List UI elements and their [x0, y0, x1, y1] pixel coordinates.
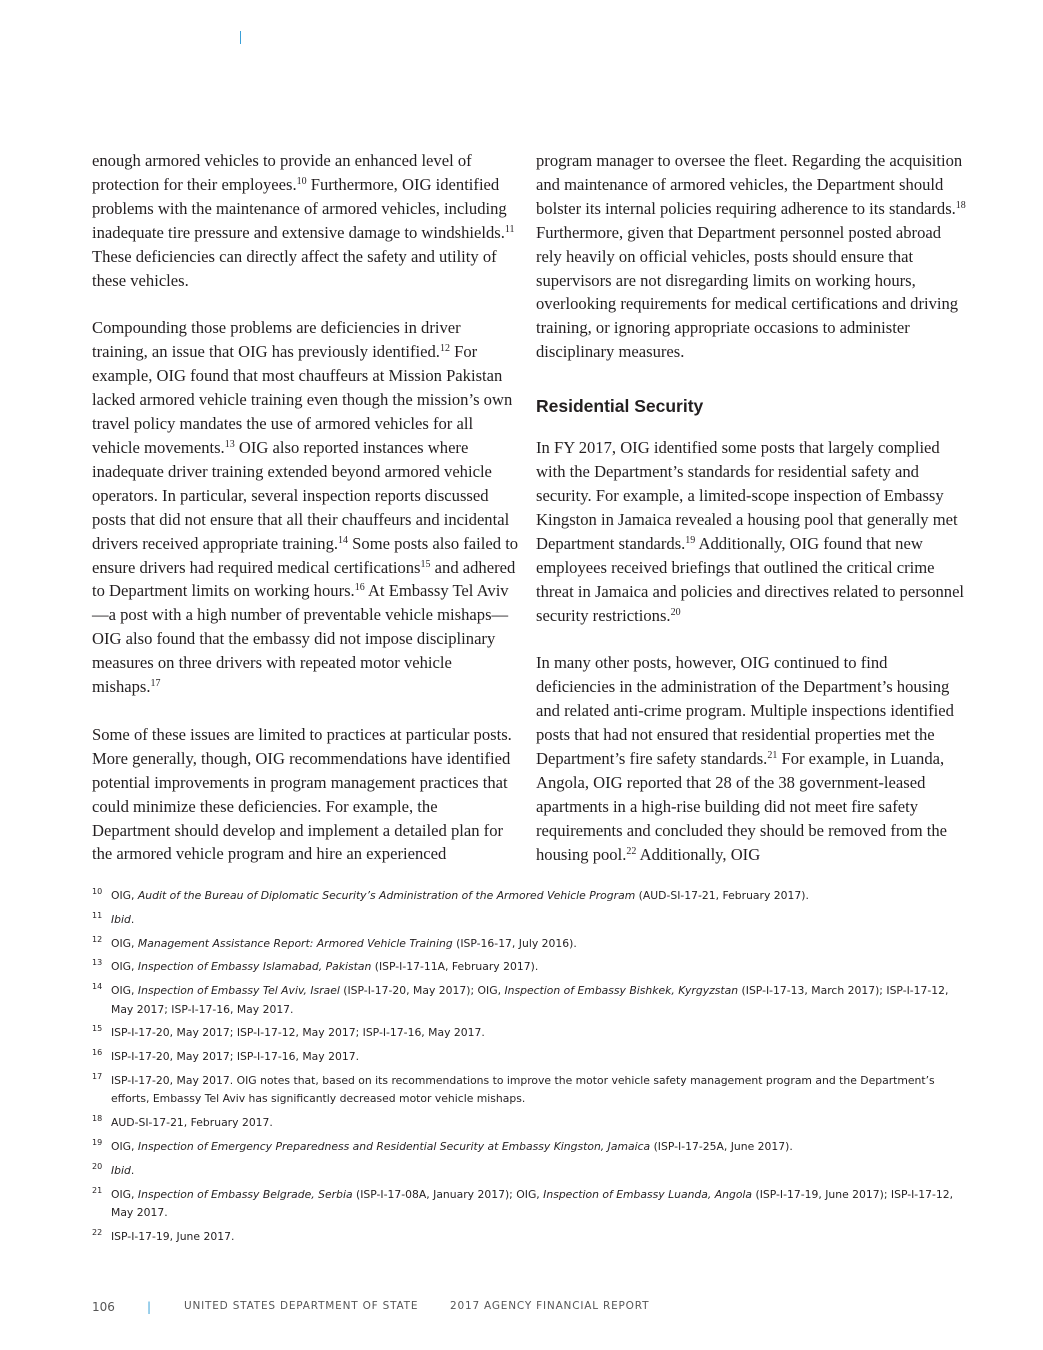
- footnotes: [92, 887, 972, 1252]
- header-accent-tick: [240, 31, 241, 44]
- footnote-ref[interactable]: 14: [338, 534, 349, 546]
- left-paragraph-2: Compounding those problems are deficiencies in driver training, an issue that OIG has previously identified.$^{12}$ For example, OIG found that most chauffeurs at Mission Pakistan lacked armored vehicle training even though the mission’s own travel policy mandates the use of armored vehicles for all vehicle movements.$^{13}$ OIG also reported instances where inadequate driver training extended beyond armored vehicle operators. In particular, several inspection reports discussed posts that did not ensure that all their chauffeurs and incidental drivers received appropriate training.$^{14}$ Some posts also failed to ensure drivers had required medical certifications$^{15}$ and adhered to Department limits on working hours.$^{16}$ At Embassy Tel Aviv—a post with a high number of preventable vehicle mishaps—OIG also found that the embassy did not impose disciplinary measures on three drivers with repeated motor vehicle mishaps.$^{17}$: [92, 318, 519, 697]
- left-paragraph-3: Some of these issues are limited to practices at particular posts. More generally, though, OIG recommendations have identified potential improvements in program management practices that could minimize these deficiencies. For example, the Department should develop and implement a detailed plan for the armored vehicle program and hire an experienced: [92, 724, 512, 864]
- left-paragraph-1: enough armored vehicles to provide an enhanced level of protection for their employees.$^{10}$ Furthermore, OIG identified problems with the maintenance of armored vehicles, including inadequate tire pressure and extensive damage to windshields.$^{11}$ These deficiencies can directly affect the safety and utility of these vehicles.: [92, 151, 515, 290]
- right-paragraph-3: In many other posts, however, OIG continued to find deficiencies in the administration of the Department’s housing and related anti-crime program. Multiple inspections identified posts that had not ensured that residential properties met the Department’s fire safety standards.$^{21}$ For example, in Luanda, Angola, OIG reported that 28 of the 38 government-leased apartments in a high-rise building did not meet fire safety requirements and concluded they should be removed from the housing pool.$^{22}$ Additionally, OIG: [536, 653, 954, 864]
- footnote: 20 Ibid.: [92, 1161, 135, 1177]
- footnote-ref[interactable]: 22: [626, 845, 637, 857]
- footnote-ref[interactable]: 16: [354, 582, 365, 594]
- footnote: 12 OIG, Management Assistance Report: Armored Vehicle Training (ISP-16-17, July 2016).: [92, 934, 577, 950]
- section-heading: Residential Security: [536, 396, 704, 417]
- right-column: [536, 149, 966, 867]
- footer-separator: |: [147, 1300, 152, 1314]
- page-number: 106: [92, 1300, 115, 1314]
- footer-report: 2017 AGENCY FINANCIAL REPORT: [450, 1300, 650, 1312]
- footnote: 17 ISP-I-17-20, May 2017. OIG notes that, based on its recommendations to improve the motor vehicle safety management program and the Department’s efforts, Embassy Tel Aviv has significantly decreased motor vehicle mishaps.: [92, 1071, 935, 1106]
- footnote-ref[interactable]: 15: [420, 558, 431, 570]
- footnote-ref[interactable]: 19: [685, 534, 696, 546]
- footnote-ref[interactable]: 20: [670, 606, 681, 618]
- footnote: 14 OIG, Inspection of Embassy Tel Aviv, Israel (ISP-I-17-20, May 2017); OIG, Inspection of Embassy Bishkek, Kyrgyzstan (ISP-I-17-13, March 2017); ISP-I-17-12, May 2017; ISP-I-17-16, May 2017.: [92, 982, 949, 1016]
- footnote: 15 ISP-I-17-20, May 2017; ISP-I-17-12, May 2017; ISP-I-17-16, May 2017.: [92, 1024, 485, 1040]
- footnote-ref[interactable]: 10: [296, 175, 307, 187]
- footnote: 21 OIG, Inspection of Embassy Belgrade, Serbia (ISP-I-17-08A, January 2017); OIG, Inspection of Embassy Luanda, Angola (ISP-I-17-19, June 2017); ISP-I-17-12, May 2017.: [92, 1185, 954, 1219]
- footnote: 19 OIG, Inspection of Emergency Preparedness and Residential Security at Embassy Kingston, Jamaica (ISP-I-17-25A, June 2017).: [92, 1137, 793, 1153]
- footnote-ref[interactable]: 17: [150, 678, 161, 690]
- footnote: 11 Ibid.: [92, 910, 135, 926]
- left-column: [92, 149, 520, 866]
- footnote-ref[interactable]: 12: [439, 343, 450, 355]
- footnote: 16 ISP-I-17-20, May 2017; ISP-I-17-16, May 2017.: [92, 1048, 360, 1064]
- footnote: 10 OIG, Audit of the Bureau of Diplomatic Security’s Administration of the Armored Vehicle Program (AUD-SI-17-21, February 2017).: [92, 887, 809, 902]
- footnote: 18 AUD-SI-17-21, February 2017.: [92, 1114, 273, 1130]
- footnote: 13 OIG, Inspection of Embassy Islamabad, Pakistan (ISP-I-17-11A, February 2017).: [92, 958, 539, 974]
- footnote-ref[interactable]: 21: [767, 750, 778, 762]
- footnote-ref[interactable]: 11: [504, 223, 515, 235]
- footer-org: UNITED STATES DEPARTMENT OF STATE: [184, 1300, 419, 1312]
- footnote-ref[interactable]: 13: [224, 438, 235, 450]
- right-paragraph-1: program manager to oversee the fleet. Regarding the acquisition and maintenance of armored vehicles, the Department should bolster its internal policies requiring adherence to its standards.$^{18}$ Furthermore, given that Department personnel posted abroad rely heavily on official vehicles, posts should ensure that supervisors are not disregarding limits on working hours, overlooking requirements for medical certifications and driving training, or ignoring appropriate occasions to administer disciplinary measures.: [536, 151, 966, 362]
- footnote: 22 ISP-I-17-19, June 2017.: [92, 1227, 235, 1243]
- right-paragraph-2: In FY 2017, OIG identified some posts that largely complied with the Department’s standards for residential safety and security. For example, a limited-scope inspection of Embassy Kingston in Jamaica revealed a housing pool that generally met Department standards.$^{19}$ Additionally, OIG found that new employees received briefings that outlined the critical crime threat in Jamaica and policies and directives related to personnel security restrictions.$^{20}$: [536, 438, 965, 625]
- footnote-ref[interactable]: 18: [955, 199, 966, 211]
